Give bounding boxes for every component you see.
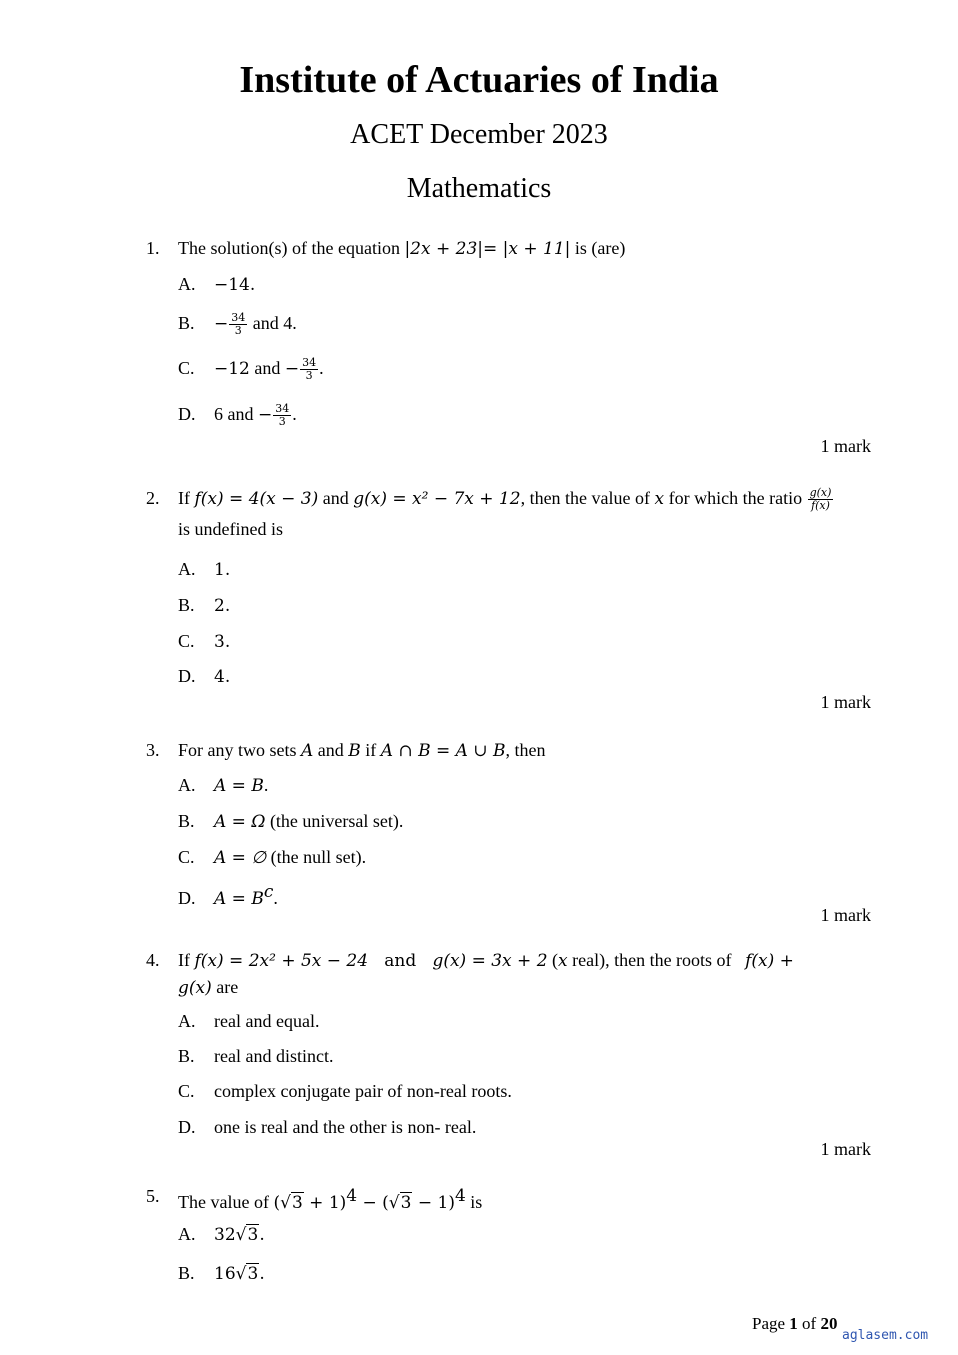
question-text: For any two sets A and B if A ∩ B = A ∪ B, then [178, 740, 546, 761]
mark-value: 1 mark [820, 436, 871, 456]
option-c: C. −12 and − $\frac{34}{3}$ . [178, 356, 324, 383]
option-b: B. real and distinct. [178, 1046, 334, 1066]
option-a: A. 32√3. [178, 1221, 265, 1248]
question-text: The value of $(√3 + 1)^4 - (√3 - 1)^4$ is [178, 1183, 872, 1216]
square-root: √3 [235, 1264, 259, 1284]
question-5 [146, 1183, 872, 1216]
question-2 [146, 485, 872, 542]
option-a: A. real and equal. [178, 1011, 320, 1031]
fraction: $\frac{34}{3}$ [275, 402, 290, 429]
page-title: Institute of Actuaries of India [239, 59, 719, 101]
option-a: A. 1. [178, 559, 231, 580]
fraction: $\frac{g(x)}{f(x)}$ [809, 486, 832, 513]
page-number: Page 1 of 20 [752, 1314, 838, 1333]
option-c: C. A = ∅ (the null set). [178, 847, 367, 868]
exam-name: ACET December 2023 [350, 119, 608, 150]
math-expression: |2x + 23|= |x + 11| [404, 239, 571, 259]
question-number: 5. [146, 1186, 160, 1206]
option-d: D. 4. [178, 666, 231, 687]
question-3 [146, 737, 872, 764]
question-text-line-2: g(x) are [178, 977, 239, 998]
question-number: 1. [146, 238, 160, 258]
question-1 [146, 235, 872, 262]
question-text-line-2: is undefined is [178, 519, 283, 540]
option-b: B. − $\frac{34}{3}$ and 4. [178, 311, 297, 338]
option-a: A. −14. [178, 274, 256, 295]
mark-value: 1 mark [820, 905, 871, 925]
fraction: $\frac{34}{3}$ [302, 356, 317, 383]
question-text: If f(x) = 4(x − 3) and g(x) = x² − 7x + 12, then the value of x for which the ratio $\frac{g(x)}{f(x)}$ [178, 486, 832, 513]
question-number: 4. [146, 950, 160, 970]
option-b: B. A = Ω (the universal set). [178, 811, 404, 832]
question-number: 3. [146, 740, 160, 760]
mark-value: 1 mark [820, 692, 871, 712]
option-d: D. $A = B^c$. [178, 882, 278, 909]
option-d: D. 6 and − $\frac{34}{3}$ . [178, 402, 297, 429]
question-text: If f(x) = 2x² + 5x − 24 and g(x) = 3x + 2 (x real), then the roots of f(x) + [178, 950, 794, 971]
option-a: A. A = B. [178, 775, 269, 796]
watermark-text: aglasem.com [842, 1328, 929, 1343]
option-c: C. 3. [178, 631, 231, 652]
option-c: C. complex conjugate pair of non-real roots. [178, 1081, 512, 1101]
square-root: √3 [388, 1193, 412, 1213]
question-number: 2. [146, 488, 160, 508]
mark-value: 1 mark [820, 1139, 871, 1159]
question-text: The solution(s) of the equation |2x + 23|= |x + 11| is (are) [178, 238, 626, 259]
option-b: B. 2. [178, 595, 231, 616]
question-4 [146, 947, 872, 1001]
fraction: $\frac{34}{3}$ [231, 311, 246, 338]
square-root: √3 [280, 1193, 303, 1213]
option-d: D. one is real and the other is non- real. [178, 1117, 477, 1137]
option-b: B. 16√3. [178, 1260, 265, 1287]
square-root: √3 [235, 1225, 259, 1245]
subject-name: Mathematics [406, 173, 552, 204]
